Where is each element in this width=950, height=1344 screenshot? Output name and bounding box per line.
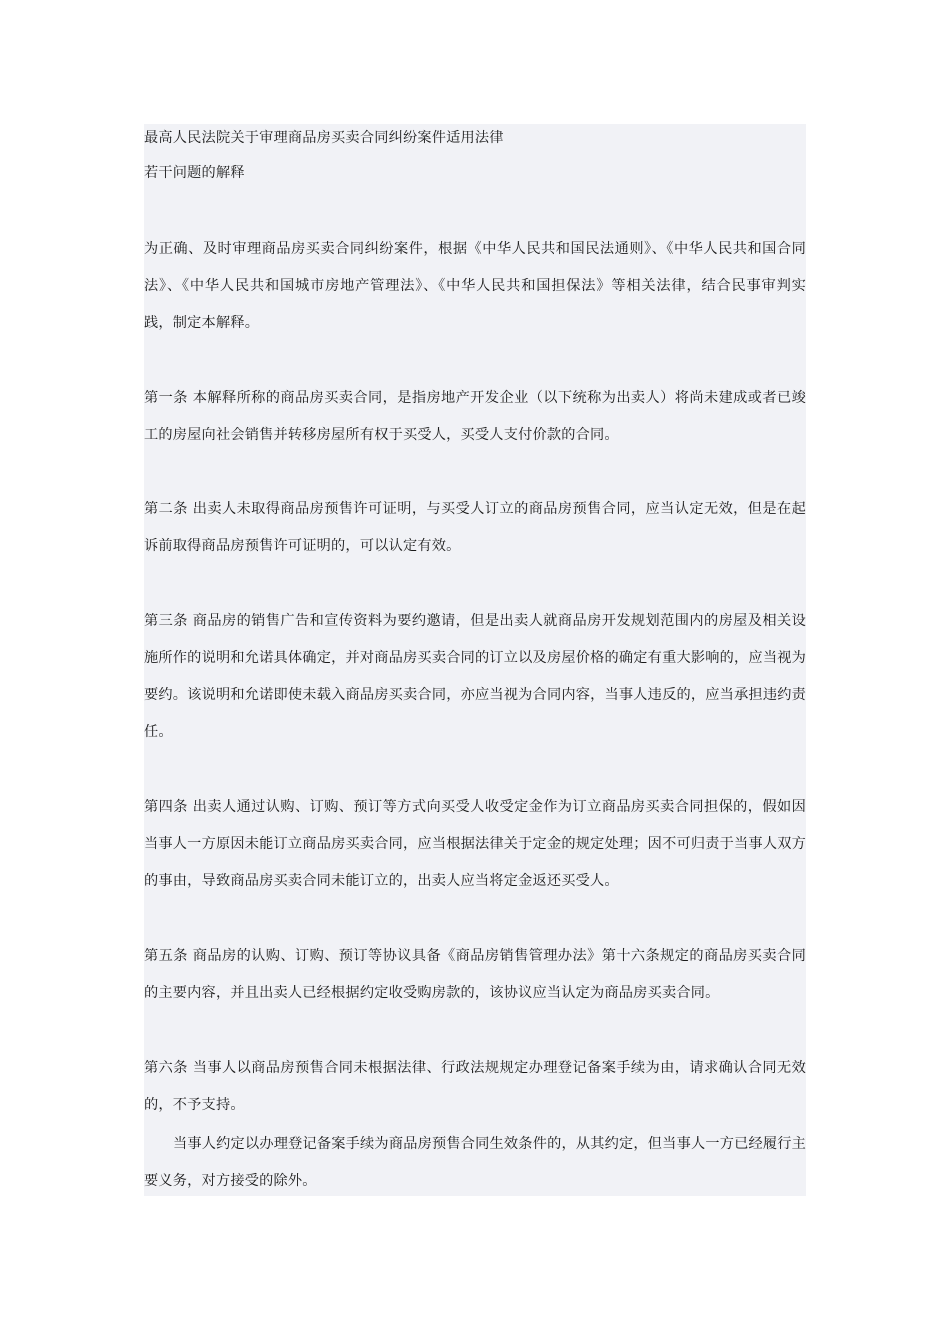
article-3-line: 任。 (144, 724, 173, 740)
article-3-line: 第三条 商品房的销售广告和宣传资料为要约邀请，但是出卖人就商品房开发规划范围内的房屋及相关设 (144, 613, 806, 629)
article-6-line: 的，不予支持。 (144, 1097, 245, 1113)
article-6-line: 第六条 当事人以商品房预售合同未根据法律、行政法规规定办理登记备案手续为由，请求确认合同无效 (144, 1060, 806, 1076)
article-3-line: 施所作的说明和允诺具体确定，并对商品房买卖合同的订立以及房屋价格的确定有重大影响的，应当视为 (144, 650, 806, 666)
article-4-line: 的事由，导致商品房买卖合同未能订立的，出卖人应当将定金返还买受人。 (144, 873, 619, 889)
article-6-paragraph-2-line: 当事人约定以办理登记备案手续为商品房预售合同生效条件的，从其约定，但当事人一方已经履行主 (173, 1136, 807, 1152)
document-title-line-2: 若干问题的解释 (144, 165, 245, 181)
article-2-line: 诉前取得商品房预售许可证明的，可以认定有效。 (144, 538, 461, 554)
article-3-line: 要约。该说明和允诺即使未载入商品房买卖合同，亦应当视为合同内容，当事人违反的，应当承担违约责 (144, 687, 806, 703)
preamble-line: 为正确、及时审理商品房买卖合同纠纷案件，根据《中华人民共和国民法通则》、《中华人民共和国合同 (144, 241, 806, 257)
article-6-paragraph-2-line: 要义务，对方接受的除外。 (144, 1173, 317, 1189)
preamble-line: 践，制定本解释。 (144, 315, 260, 331)
article-2-line: 第二条 出卖人未取得商品房预售许可证明，与买受人订立的商品房预售合同，应当认定无效，但是在起 (144, 501, 806, 517)
article-1-line: 工的房屋向社会销售并转移房屋所有权于买受人，买受人支付价款的合同。 (144, 427, 619, 443)
article-5-line: 第五条 商品房的认购、订购、预订等协议具备《商品房销售管理办法》第十六条规定的商品房买卖合同 (144, 948, 806, 964)
article-4-line: 第四条 出卖人通过认购、订购、预订等方式向买受人收受定金作为订立商品房买卖合同担保的，假如因 (144, 799, 806, 815)
document-title-line-1: 最高人民法院关于审理商品房买卖合同纠纷案件适用法律 (144, 130, 504, 146)
document-panel (144, 124, 806, 1196)
preamble-line: 法》、《中华人民共和国城市房地产管理法》、《中华人民共和国担保法》等相关法律，结合民事审判实 (144, 278, 806, 294)
article-4-line: 当事人一方原因未能订立商品房买卖合同，应当根据法律关于定金的规定处理；因不可归责于当事人双方 (144, 836, 806, 852)
article-1-line: 第一条 本解释所称的商品房买卖合同，是指房地产开发企业（以下统称为出卖人）将尚未建成或者已竣 (144, 390, 806, 406)
article-5-line: 的主要内容，并且出卖人已经根据约定收受购房款的，该协议应当认定为商品房买卖合同。 (144, 985, 720, 1001)
